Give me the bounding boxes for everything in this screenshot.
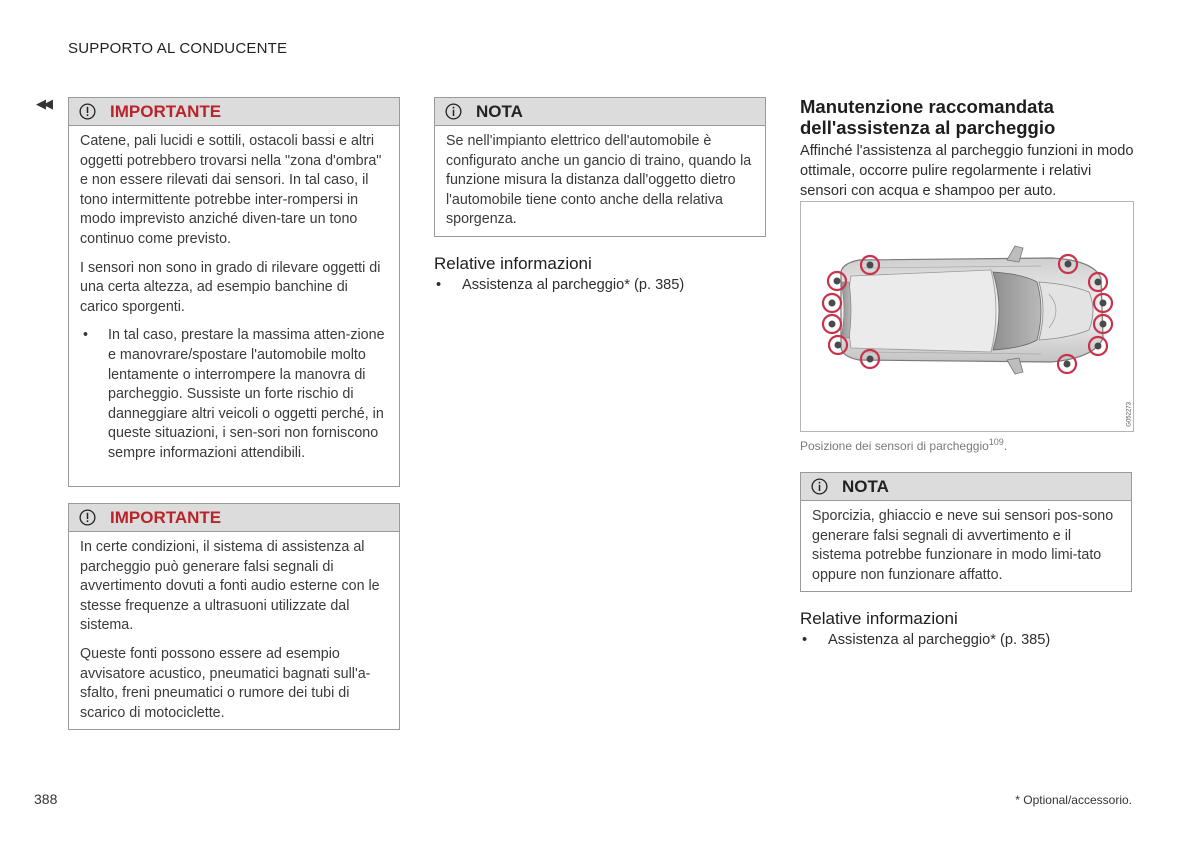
continuation-icon: ◀◀ [36, 96, 50, 111]
figure-caption-text: Posizione dei sensori di parcheggio [800, 439, 989, 453]
important-1-paragraph-1: Catene, pali lucidi e sottili, ostacoli bassi e altri oggetti potrebbero trovarsi nella "zona d'ombra" e non essere rilevati dai sensori. In tal caso, il tono intermittente potrebbe inter-rompersi in modo imprevisto anziché diven-tare un tono continuo come previsto. [80, 133, 382, 247]
important-2-paragraph-1: In certe condizioni, il sistema di assistenza al parcheggio può generare falsi segnali di avvertimento dovuti a fonti audio esterne con le stesse frequenze a ultrasuoni utilizzate dal sistema. [80, 539, 380, 634]
figure-caption-end: . [1003, 439, 1008, 453]
nota-box-1-header [435, 98, 765, 126]
nota-box-2-body [801, 501, 1131, 593]
important-title: IMPORTANTE [110, 101, 222, 121]
important-box-1-body [69, 126, 399, 472]
footnote-reference: 109 [988, 437, 1004, 447]
list-item [80, 326, 388, 463]
important-title: IMPORTANTE [110, 507, 222, 527]
section-header: SUPPORTO AL CONDUCENTE [68, 40, 288, 57]
important-box-1 [68, 97, 400, 487]
figure-code: G052273 [1127, 402, 1133, 427]
bullet-icon: • [802, 632, 808, 648]
important-2-paragraph-2: Queste fonti possono essere ad esempio avvisatore acustico, pneumatici bagnati sull'a-sfalto, freni pneumatici o rumore dei tubi di scarico di motociclette. [80, 645, 371, 721]
nota-title: NOTA [842, 476, 889, 496]
related-link-1[interactable] [434, 275, 764, 295]
figure-caption [800, 437, 1007, 453]
nota-title: NOTA [476, 101, 523, 121]
important-box-2-body [69, 532, 399, 731]
important-box-1-header [69, 98, 399, 126]
related-link-2[interactable] [800, 630, 1130, 650]
related-link-2-text[interactable]: Assistenza al parcheggio* (p. 385) [828, 632, 1051, 648]
related-link-1-text[interactable]: Assistenza al parcheggio* (p. 385) [462, 277, 685, 293]
bullet-icon: • [83, 327, 89, 344]
bullet-icon: • [436, 277, 442, 293]
nota-box-1-body [435, 126, 765, 238]
related-info-heading-1: Relative informazioni [434, 254, 592, 273]
important-box-2 [68, 503, 400, 730]
nota-2-paragraph: Sporcizia, ghiaccio e neve sui sensori pos-sono generare falsi segnali di avvertimento e il sistema potrebbe funzionare in modo limi-tato oppure non funzionare affatto. [812, 508, 1114, 583]
maintenance-text: Affinché l'assistenza al parcheggio funzioni in modo ottimale, occorre pulire regolarmente i relativi sensori con acqua e shampoo per auto. [800, 143, 1134, 199]
important-1-paragraph-2: I sensori non sono in grado di rilevare oggetti di una certa altezza, ad esempio banchine di carico sporgenti. [80, 259, 381, 315]
footnote-optional: * Optional/accessorio. [1015, 793, 1132, 807]
nota-box-2-header [801, 473, 1131, 501]
nota-box-2 [800, 472, 1132, 592]
info-icon [445, 103, 462, 120]
warning-exclamation-icon [79, 103, 96, 120]
important-box-2-header [69, 504, 399, 532]
car-top-view-illustration [801, 202, 1133, 431]
warning-exclamation-icon [79, 509, 96, 526]
nota-1-paragraph: Se nell'impianto elettrico dell'automobile è configurato anche un gancio di traino, quando la funzione misura la distanza dall'oggetto dietro l'automobile tiene conto anche della relativa sporgenza. [446, 133, 752, 228]
sensor-figure [800, 201, 1134, 432]
related-info-heading-2: Relative informazioni [800, 609, 958, 628]
maintenance-heading-line-1: Manutenzione raccomandata [800, 96, 1054, 117]
important-1-bullet-text: In tal caso, prestare la massima atten-zione e manovrare/spostare l'automobile molto lentamente o interrompere la manovra di parcheggio. Sussiste un forte rischio di danneggiare altri veicoli o oggetti perché, in queste situazioni, i sen-sori non forniscono sempre informazioni attendibili. [108, 327, 385, 461]
maintenance-heading-line-2: dell'assistenza al parcheggio [800, 117, 1056, 138]
nota-box-1 [434, 97, 766, 237]
info-icon [811, 478, 828, 495]
maintenance-heading [800, 96, 1140, 138]
page-number: 388 [34, 791, 58, 807]
